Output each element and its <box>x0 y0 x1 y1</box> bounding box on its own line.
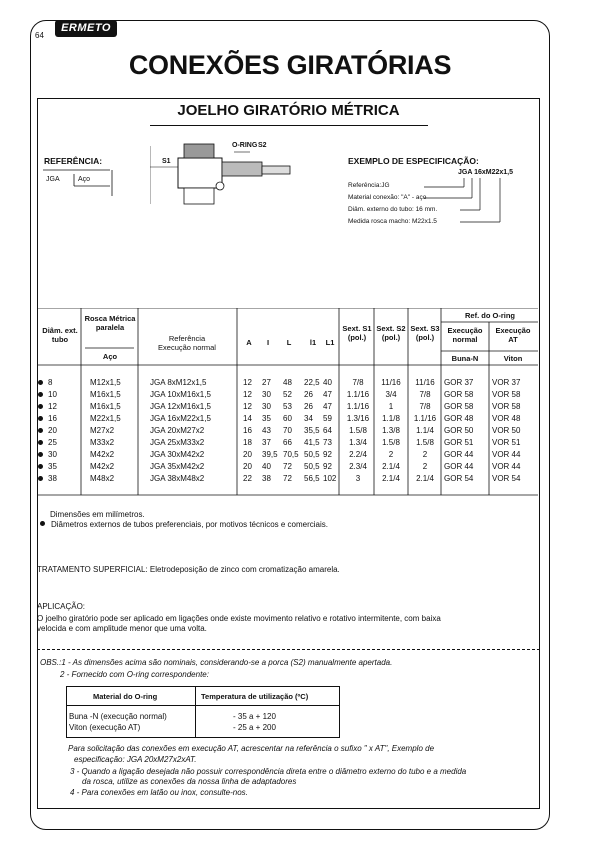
cell-a: 20 <box>243 450 252 459</box>
cell-L1: 73 <box>323 438 332 447</box>
cell-a: 22 <box>243 474 252 483</box>
cell-L1: 59 <box>323 414 332 423</box>
cell-L1: 92 <box>323 462 332 471</box>
cell-viton: VOR 44 <box>492 450 521 459</box>
spec-line-material: Material conexão: "A" - aço <box>348 194 427 201</box>
col-header-L1: L1 <box>325 338 335 347</box>
diagram-s2-label: S2 <box>258 142 267 149</box>
col-header-exec-at: Execução AT <box>495 326 531 344</box>
cell-viton: VOR 48 <box>492 414 521 423</box>
cell-a: 18 <box>243 438 252 447</box>
cell-s2: 2.1/4 <box>382 462 400 471</box>
col-header-referencia: Referência Execução normal <box>158 334 216 352</box>
cell-i: 38 <box>262 474 271 483</box>
divider <box>37 649 540 650</box>
obs-line-4b: da rosca, utilize as conexões da nossa linha de adaptadores <box>82 777 297 786</box>
cell-s1: 1.3/4 <box>349 438 367 447</box>
obs-line-3a: Para solicitação das conexões em execução AT, acrescentar na referência o sufixo " x AT", Exemplo de <box>68 744 435 753</box>
reference-bracket <box>40 168 115 198</box>
cell-l1: 50,5 <box>304 450 320 459</box>
cell-i: 39,5 <box>262 450 278 459</box>
col-header-diam: Diâm. ext. tubo <box>42 326 78 344</box>
cell-s2: 2.1/4 <box>382 474 400 483</box>
cell-viton: VOR 54 <box>492 474 521 483</box>
col-header-a: A <box>246 338 252 347</box>
cell-referencia: JGA 35xM42x2 <box>150 462 205 471</box>
cell-referencia: JGA 30xM42x2 <box>150 450 205 459</box>
cell-rosca: M27x2 <box>90 426 115 435</box>
col-header-i: I <box>266 338 270 347</box>
aplicacao-text-2: velocida e com amplitude menor que uma volta. <box>37 624 207 633</box>
table-row <box>38 414 538 424</box>
cell-rosca: M33x2 <box>90 438 115 447</box>
col-header-s1: Sext. S1 (pol.) <box>342 324 372 342</box>
cell-s1: 3 <box>355 474 361 483</box>
cell-L1: 64 <box>323 426 332 435</box>
table-row <box>38 462 538 472</box>
bullet-icon <box>38 440 43 445</box>
cell-s1: 7/8 <box>352 378 364 387</box>
cell-s3: 7/8 <box>419 402 431 411</box>
bullet-icon <box>38 380 43 385</box>
table-row <box>38 474 538 484</box>
oring-table-col-divider <box>195 687 196 737</box>
bullet-icon <box>38 464 43 469</box>
cell-a: 14 <box>243 414 252 423</box>
cell-L1: 47 <box>323 402 332 411</box>
col-header-exec-normal: Execução normal <box>447 326 483 344</box>
cell-i: 30 <box>262 390 271 399</box>
cell-l: 48 <box>283 378 292 387</box>
col-header-aco: Aço <box>102 352 118 361</box>
col-header-s2: Sext. S2 (pol.) <box>376 324 406 342</box>
cell-rosca: M42x2 <box>90 462 115 471</box>
cell-rosca: M16x1,5 <box>90 390 121 399</box>
diagram-s1-label: S1 <box>162 158 171 165</box>
cell-a: 12 <box>243 390 252 399</box>
cell-L1: 102 <box>323 474 337 483</box>
cell-s2: 1.1/8 <box>382 414 400 423</box>
dimensions-table <box>38 308 538 498</box>
cell-rosca: M48x2 <box>90 474 115 483</box>
swivel-elbow-diagram <box>150 140 300 210</box>
oring-row-2-material: Viton (execução AT) <box>69 723 141 732</box>
cell-viton: VOR 50 <box>492 426 521 435</box>
oring-table-divider <box>67 705 339 706</box>
col-header-buna: Buna-N <box>451 354 479 363</box>
bullet-icon <box>40 521 45 526</box>
cell-l: 52 <box>283 390 292 399</box>
cell-diam: 10 <box>48 390 57 399</box>
obs-line-2: 2 - Fornecido com O-ring correspondente: <box>60 670 209 679</box>
diagram-oring-label: O-RING <box>232 142 258 149</box>
cell-l: 53 <box>283 402 292 411</box>
page-title: CONEXÕES GIRATÓRIAS <box>128 50 452 80</box>
cell-s3: 2 <box>422 450 428 459</box>
cell-s3: 1.1/16 <box>413 414 437 423</box>
cell-diam: 8 <box>48 378 53 387</box>
cell-viton: VOR 58 <box>492 402 521 411</box>
oring-table <box>66 686 340 738</box>
cell-referencia: JGA 10xM16x1,5 <box>150 390 211 399</box>
bullet-icon <box>38 404 43 409</box>
cell-a: 12 <box>243 402 252 411</box>
oring-table-h2: Temperatura de utilização (ºC) <box>201 692 309 701</box>
cell-L1: 47 <box>323 390 332 399</box>
cell-referencia: JGA 16xM22x1,5 <box>150 414 211 423</box>
cell-s3: 11/16 <box>415 378 435 387</box>
page-number: 64 <box>35 31 44 40</box>
cell-s1: 2.2/4 <box>349 450 367 459</box>
cell-s1: 1.1/16 <box>346 390 370 399</box>
cell-l1: 22,5 <box>304 378 320 387</box>
spec-line-ref: Referência:JG <box>348 182 390 189</box>
cell-buna: GOR 44 <box>444 462 474 471</box>
aplicacao-label: APLICAÇÃO: <box>37 602 86 611</box>
cell-buna: GOR 51 <box>444 438 474 447</box>
cell-rosca: M22x1,5 <box>90 414 121 423</box>
cell-s1: 1.3/16 <box>346 414 370 423</box>
cell-s2: 1.5/8 <box>382 438 400 447</box>
table-row <box>38 390 538 400</box>
cell-s1: 1.1/16 <box>346 402 370 411</box>
oring-row-1-material: Buna -N (execução normal) <box>69 712 167 721</box>
cell-buna: GOR 37 <box>444 378 474 387</box>
cell-s2: 11/16 <box>381 378 401 387</box>
cell-viton: VOR 37 <box>492 378 521 387</box>
cell-diam: 35 <box>48 462 57 471</box>
subtitle-underline <box>150 125 428 126</box>
cell-diam: 16 <box>48 414 57 423</box>
cell-s1: 1.5/8 <box>349 426 367 435</box>
cell-i: 37 <box>262 438 271 447</box>
cell-L1: 40 <box>323 378 332 387</box>
spec-code: JGA 16xM22x1,5 <box>458 169 513 176</box>
cell-l1: 41,5 <box>304 438 320 447</box>
cell-s2: 2 <box>388 450 394 459</box>
cell-rosca: M42x2 <box>90 450 115 459</box>
aplicacao-text-1: O joelho giratório pode ser aplicado em ligações onde existe movimento relativo e rotativo intermitente, com baixa <box>37 614 441 623</box>
cell-referencia: JGA 8xM12x1,5 <box>150 378 207 387</box>
obs-line-4a: 3 - Quando a ligação desejada não possuir correspondência direta entre o diâmetro externo do tubo e a medida <box>70 767 467 776</box>
cell-l: 70 <box>283 426 292 435</box>
obs-line-5: 4 - Para conexões em latão ou inox, consulte-nos. <box>70 788 248 797</box>
note-pref <box>40 520 328 530</box>
cell-buna: GOR 48 <box>444 414 474 423</box>
cell-i: 35 <box>262 414 271 423</box>
spec-line-diameter: Diâm. externo do tubo: 16 mm. <box>348 206 438 213</box>
cell-i: 27 <box>262 378 271 387</box>
reference-label: REFERÊNCIA: <box>44 156 103 166</box>
table-row <box>38 438 538 448</box>
cell-l: 70,5 <box>283 450 299 459</box>
cell-l: 72 <box>283 474 292 483</box>
table-row <box>38 378 538 388</box>
cell-l: 66 <box>283 438 292 447</box>
cell-buna: GOR 54 <box>444 474 474 483</box>
cell-a: 16 <box>243 426 252 435</box>
cell-diam: 38 <box>48 474 57 483</box>
bullet-icon <box>38 416 43 421</box>
col-header-l: L <box>286 338 292 347</box>
note-pref-text: Diâmetros externos de tubos preferenciais, por motivos técnicos e comerciais. <box>51 520 329 529</box>
cell-l1: 50,5 <box>304 462 320 471</box>
oring-table-h1: Material do O-ring <box>93 692 158 701</box>
bullet-icon <box>38 392 43 397</box>
spec-line-thread: Medida rosca macho: M22x1.5 <box>348 218 437 225</box>
tratamento-text: TRATAMENTO SUPERFICIAL: Eletrodeposição de zinco com cromatização amarela. <box>37 565 340 574</box>
obs-line-3b: especificação: JGA 20xM27x2xAT. <box>74 755 197 764</box>
col-header-s3: Sext. S3 (pol.) <box>410 324 440 342</box>
cell-referencia: JGA 20xM27x2 <box>150 426 205 435</box>
cell-l1: 26 <box>304 402 313 411</box>
cell-i: 30 <box>262 402 271 411</box>
bullet-icon <box>38 476 43 481</box>
cell-s3: 2 <box>422 462 428 471</box>
cell-buna: GOR 58 <box>444 402 474 411</box>
table-row <box>38 402 538 412</box>
cell-l: 72 <box>283 462 292 471</box>
cell-diam: 12 <box>48 402 57 411</box>
cell-l1: 56,5 <box>304 474 320 483</box>
cell-i: 43 <box>262 426 271 435</box>
ermeto-logo: ERMETO <box>55 20 117 37</box>
cell-l1: 35,5 <box>304 426 320 435</box>
cell-l1: 26 <box>304 390 313 399</box>
cell-diam: 20 <box>48 426 57 435</box>
cell-diam: 25 <box>48 438 57 447</box>
cell-s3: 1.5/8 <box>416 438 434 447</box>
cell-s2: 1.3/8 <box>382 426 400 435</box>
col-header-rosca: Rosca Métrica paralela <box>84 314 136 332</box>
cell-referencia: JGA 12xM16x1,5 <box>150 402 211 411</box>
cell-i: 40 <box>262 462 271 471</box>
col-header-viton: Viton <box>503 354 523 363</box>
bullet-icon <box>38 452 43 457</box>
cell-l1: 34 <box>304 414 313 423</box>
reference-material: Aço <box>78 176 91 183</box>
obs-line-1: OBS.:1 - As dimensões acima são nominais, considerando-se a porca (S2) manualmente apertada. <box>40 658 393 667</box>
oring-row-2-temp: - 25 a + 200 <box>233 723 276 732</box>
cell-L1: 92 <box>323 450 332 459</box>
cell-s3: 2.1/4 <box>416 474 434 483</box>
cell-s2: 1 <box>388 402 394 411</box>
cell-rosca: M16x1,5 <box>90 402 121 411</box>
cell-s1: 2.3/4 <box>349 462 367 471</box>
cell-s3: 1.1/4 <box>416 426 434 435</box>
cell-viton: VOR 44 <box>492 462 521 471</box>
cell-referencia: JGA 25xM33x2 <box>150 438 205 447</box>
cell-a: 12 <box>243 378 252 387</box>
cell-a: 20 <box>243 462 252 471</box>
cell-s2: 3/4 <box>385 390 397 399</box>
spec-label: EXEMPLO DE ESPECIFICAÇÃO: <box>348 156 479 166</box>
cell-viton: VOR 51 <box>492 438 521 447</box>
cell-rosca: M12x1,5 <box>90 378 121 387</box>
cell-s3: 7/8 <box>419 390 431 399</box>
section-subtitle: JOELHO GIRATÓRIO MÉTRICA <box>177 102 400 119</box>
table-row <box>38 450 538 460</box>
cell-viton: VOR 58 <box>492 390 521 399</box>
cell-buna: GOR 58 <box>444 390 474 399</box>
cell-buna: GOR 44 <box>444 450 474 459</box>
reference-code: JGA <box>46 176 60 183</box>
cell-diam: 30 <box>48 450 57 459</box>
cell-buna: GOR 50 <box>444 426 474 435</box>
table-row <box>38 426 538 436</box>
note-dims: Dimensões em milímetros. <box>50 510 145 519</box>
oring-row-1-temp: - 35 a + 120 <box>233 712 276 721</box>
bullet-icon <box>38 428 43 433</box>
col-header-oring: Ref. do O-ring <box>465 311 515 320</box>
cell-referencia: JGA 38xM48x2 <box>150 474 205 483</box>
col-header-l1: l1 <box>309 338 317 347</box>
cell-l: 60 <box>283 414 292 423</box>
